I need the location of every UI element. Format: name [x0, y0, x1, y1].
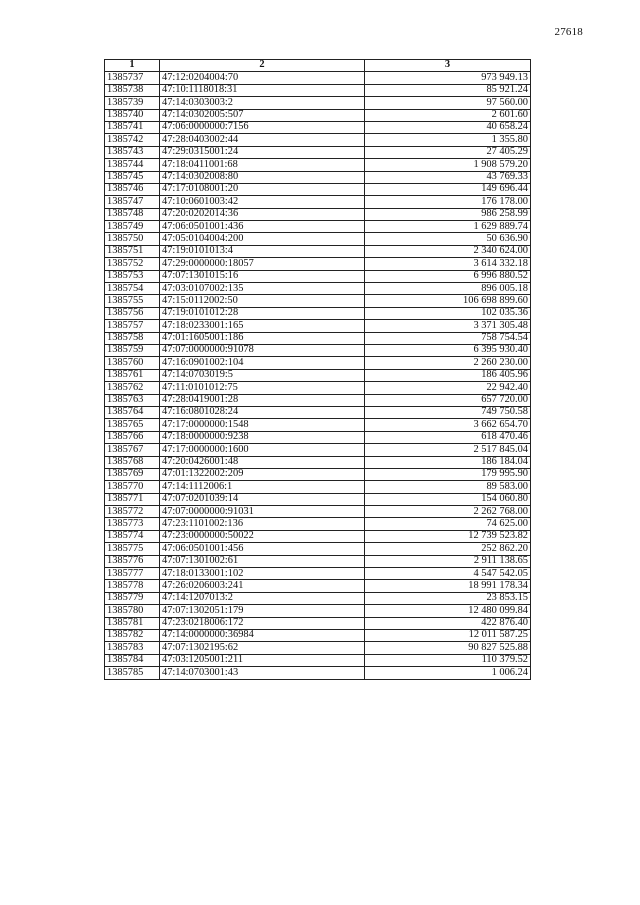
cadastral-number-cell: 47:14:0302005:507: [160, 109, 365, 121]
row-number-cell: 1385763: [105, 394, 160, 406]
table-row: [105, 283, 531, 295]
cadastral-value-cell: 186 405.96: [365, 369, 531, 381]
cadastral-number-cell: 47:10:1118018:31: [160, 84, 365, 96]
cadastral-number-cell: 47:03:1205001:211: [160, 654, 365, 666]
row-number-cell: 1385782: [105, 629, 160, 641]
table-row: [105, 109, 531, 121]
row-number-cell: 1385767: [105, 444, 160, 456]
cadastral-value-cell: 4 547 542.05: [365, 568, 531, 580]
cadastral-value-cell: 74 625.00: [365, 518, 531, 530]
cadastral-value-cell: 149 696.44: [365, 183, 531, 195]
cadastral-number-cell: 47:14:1112006:1: [160, 481, 365, 493]
table-row: [105, 568, 531, 580]
cadastral-number-cell: 47:16:0901002:104: [160, 357, 365, 369]
table-row: [105, 233, 531, 245]
cadastral-value-cell: 110 379.52: [365, 654, 531, 666]
cadastral-value-cell: 973 949.13: [365, 72, 531, 84]
row-number-cell: 1385749: [105, 221, 160, 233]
table-row: [105, 468, 531, 480]
table-row: [105, 159, 531, 171]
cadastral-number-cell: 47:19:0101013:4: [160, 245, 365, 257]
table-row: [105, 481, 531, 493]
cadastral-value-cell: 2 340 624.00: [365, 245, 531, 257]
cadastral-number-cell: 47:23:1101002:136: [160, 518, 365, 530]
table-row: [105, 221, 531, 233]
cadastral-number-cell: 47:29:0315001:24: [160, 146, 365, 158]
cadastral-number-cell: 47:07:0000000:91031: [160, 506, 365, 518]
row-number-cell: 1385742: [105, 134, 160, 146]
table-row: [105, 667, 531, 679]
cadastral-value-cell: 2 260 230.00: [365, 357, 531, 369]
row-number-cell: 1385744: [105, 159, 160, 171]
cadastral-value-cell: 2 517 845.04: [365, 444, 531, 456]
row-number-cell: 1385753: [105, 270, 160, 282]
row-number-cell: 1385770: [105, 481, 160, 493]
cadastral-number-cell: 47:01:1322002:209: [160, 468, 365, 480]
cadastral-value-cell: 2 911 138.65: [365, 555, 531, 567]
row-number-cell: 1385771: [105, 493, 160, 505]
row-number-cell: 1385755: [105, 295, 160, 307]
table-row: [105, 605, 531, 617]
row-number-cell: 1385778: [105, 580, 160, 592]
cadastral-value-cell: 252 862.20: [365, 543, 531, 555]
table-row: [105, 617, 531, 629]
table-row: [105, 270, 531, 282]
table-row: [105, 357, 531, 369]
table-row: [105, 506, 531, 518]
cadastral-number-cell: 47:29:0000000:18057: [160, 258, 365, 270]
cadastral-number-cell: 47:06:0501001:456: [160, 543, 365, 555]
column-header-2: 2: [160, 60, 365, 72]
cadastral-value-cell: 2 262 768.00: [365, 506, 531, 518]
cadastral-value-cell: 27 405.29: [365, 146, 531, 158]
row-number-cell: 1385776: [105, 555, 160, 567]
cadastral-value-cell: 6 395 930.40: [365, 344, 531, 356]
row-number-cell: 1385773: [105, 518, 160, 530]
cadastral-number-cell: 47:18:0411001:68: [160, 159, 365, 171]
cadastral-number-cell: 47:16:0801028:24: [160, 406, 365, 418]
cadastral-value-cell: 85 921.24: [365, 84, 531, 96]
cadastral-value-cell: 90 827 525.88: [365, 642, 531, 654]
column-header-1: 1: [105, 60, 160, 72]
cadastral-value-cell: 18 991 178.34: [365, 580, 531, 592]
table-row: [105, 431, 531, 443]
row-number-cell: 1385772: [105, 506, 160, 518]
cadastral-value-cell: 1 908 579.20: [365, 159, 531, 171]
row-number-cell: 1385750: [105, 233, 160, 245]
table-row: [105, 134, 531, 146]
row-number-cell: 1385768: [105, 456, 160, 468]
table-row: [105, 654, 531, 666]
row-number-cell: 1385761: [105, 369, 160, 381]
cadastral-number-cell: 47:06:0000000:7156: [160, 121, 365, 133]
cadastral-value-cell: 50 636.90: [365, 233, 531, 245]
table-row: [105, 444, 531, 456]
table-row: [105, 642, 531, 654]
row-number-cell: 1385748: [105, 208, 160, 220]
cadastral-number-cell: 47:28:0403002:44: [160, 134, 365, 146]
page-number: 27618: [554, 26, 583, 38]
table-row: [105, 382, 531, 394]
cadastral-number-cell: 47:23:0218006:172: [160, 617, 365, 629]
table-row: [105, 493, 531, 505]
cadastral-number-cell: 47:20:0202014:36: [160, 208, 365, 220]
cadastral-value-cell: 1 355.80: [365, 134, 531, 146]
table-row: [105, 530, 531, 542]
cadastral-value-cell: 106 698 899.60: [365, 295, 531, 307]
cadastral-number-cell: 47:15:0112002:50: [160, 295, 365, 307]
table-row: [105, 419, 531, 431]
cadastral-number-cell: 47:17:0000000:1600: [160, 444, 365, 456]
cadastral-number-cell: 47:07:1302195:62: [160, 642, 365, 654]
table-row: [105, 183, 531, 195]
table-header-row: [105, 60, 531, 72]
row-number-cell: 1385766: [105, 431, 160, 443]
table-row: [105, 146, 531, 158]
cadastral-number-cell: 47:19:0101012:28: [160, 307, 365, 319]
row-number-cell: 1385765: [105, 419, 160, 431]
cadastral-number-cell: 47:23:0000000:50022: [160, 530, 365, 542]
cadastral-value-cell: 43 769.33: [365, 171, 531, 183]
cadastral-value-cell: 986 258.99: [365, 208, 531, 220]
cadastral-value-cell: 618 470.46: [365, 431, 531, 443]
table-row: [105, 72, 531, 84]
cadastral-value-cell: 896 005.18: [365, 283, 531, 295]
table-row: [105, 580, 531, 592]
cadastral-value-cell: 422 876.40: [365, 617, 531, 629]
table-row: [105, 171, 531, 183]
cadastral-value-cell: 12 739 523.82: [365, 530, 531, 542]
cadastral-value-cell: 12 480 099.84: [365, 605, 531, 617]
cadastral-number-cell: 47:14:0703001:43: [160, 667, 365, 679]
cadastral-number-cell: 47:06:0501001:436: [160, 221, 365, 233]
row-number-cell: 1385781: [105, 617, 160, 629]
row-number-cell: 1385779: [105, 592, 160, 604]
table-body: [105, 72, 531, 679]
row-number-cell: 1385780: [105, 605, 160, 617]
row-number-cell: 1385769: [105, 468, 160, 480]
row-number-cell: 1385740: [105, 109, 160, 121]
cadastral-value-cell: 186 184.04: [365, 456, 531, 468]
cadastral-value-cell: 97 560.00: [365, 97, 531, 109]
table-row: [105, 555, 531, 567]
table-row: [105, 320, 531, 332]
row-number-cell: 1385754: [105, 283, 160, 295]
cadastral-number-cell: 47:18:0133001:102: [160, 568, 365, 580]
row-number-cell: 1385777: [105, 568, 160, 580]
cadastral-value-cell: 3 662 654.70: [365, 419, 531, 431]
cadastral-number-cell: 47:12:0204004:70: [160, 72, 365, 84]
table-row: [105, 394, 531, 406]
cadastral-number-cell: 47:07:1302051:179: [160, 605, 365, 617]
table-header: [105, 60, 531, 72]
row-number-cell: 1385783: [105, 642, 160, 654]
cadastral-value-cell: 179 995.90: [365, 468, 531, 480]
table-row: [105, 592, 531, 604]
cadastral-value-cell: 102 035.36: [365, 307, 531, 319]
cadastral-value-cell: 6 996 880.52: [365, 270, 531, 282]
cadastral-value-cell: 22 942.40: [365, 382, 531, 394]
cadastral-value-table: [104, 59, 531, 680]
cadastral-number-cell: 47:07:1301015:16: [160, 270, 365, 282]
table-row: [105, 518, 531, 530]
cadastral-number-cell: 47:18:0233001:165: [160, 320, 365, 332]
cadastral-number-cell: 47:20:0426001:48: [160, 456, 365, 468]
cadastral-number-cell: 47:01:1605001:186: [160, 332, 365, 344]
cadastral-value-cell: 89 583.00: [365, 481, 531, 493]
cadastral-number-cell: 47:07:0000000:91078: [160, 344, 365, 356]
row-number-cell: 1385751: [105, 245, 160, 257]
row-number-cell: 1385737: [105, 72, 160, 84]
cadastral-value-cell: 1 629 889.74: [365, 221, 531, 233]
row-number-cell: 1385741: [105, 121, 160, 133]
cadastral-value-cell: 23 853.15: [365, 592, 531, 604]
table-row: [105, 629, 531, 641]
cadastral-number-cell: 47:18:0000000:9238: [160, 431, 365, 443]
row-number-cell: 1385745: [105, 171, 160, 183]
table-row: [105, 543, 531, 555]
row-number-cell: 1385752: [105, 258, 160, 270]
cadastral-value-cell: 12 011 587.25: [365, 629, 531, 641]
row-number-cell: 1385762: [105, 382, 160, 394]
row-number-cell: 1385764: [105, 406, 160, 418]
table-row: [105, 295, 531, 307]
cadastral-number-cell: 47:28:0419001:28: [160, 394, 365, 406]
cadastral-number-cell: 47:03:0107002:135: [160, 283, 365, 295]
table-row: [105, 84, 531, 96]
row-number-cell: 1385774: [105, 530, 160, 542]
cadastral-value-cell: 2 601.60: [365, 109, 531, 121]
cadastral-number-cell: 47:17:0000000:1548: [160, 419, 365, 431]
row-number-cell: 1385775: [105, 543, 160, 555]
cadastral-number-cell: 47:14:0703019:5: [160, 369, 365, 381]
table-row: [105, 97, 531, 109]
table-row: [105, 406, 531, 418]
table-row: [105, 369, 531, 381]
row-number-cell: 1385756: [105, 307, 160, 319]
row-number-cell: 1385757: [105, 320, 160, 332]
table-row: [105, 121, 531, 133]
cadastral-value-cell: 1 006.24: [365, 667, 531, 679]
cadastral-number-cell: 47:07:1301002:61: [160, 555, 365, 567]
cadastral-value-cell: 154 060.80: [365, 493, 531, 505]
table-row: [105, 332, 531, 344]
cadastral-value-cell: 749 750.58: [365, 406, 531, 418]
cadastral-number-cell: 47:14:1207013:2: [160, 592, 365, 604]
table-row: [105, 344, 531, 356]
row-number-cell: 1385760: [105, 357, 160, 369]
table-row: [105, 258, 531, 270]
cadastral-number-cell: 47:14:0303003:2: [160, 97, 365, 109]
row-number-cell: 1385784: [105, 654, 160, 666]
row-number-cell: 1385738: [105, 84, 160, 96]
table-row: [105, 245, 531, 257]
row-number-cell: 1385743: [105, 146, 160, 158]
cadastral-number-cell: 47:14:0000000:36984: [160, 629, 365, 641]
table-row: [105, 307, 531, 319]
table-row: [105, 456, 531, 468]
row-number-cell: 1385747: [105, 196, 160, 208]
cadastral-number-cell: 47:11:0101012:75: [160, 382, 365, 394]
row-number-cell: 1385759: [105, 344, 160, 356]
cadastral-value-cell: 3 614 332.18: [365, 258, 531, 270]
cadastral-number-cell: 47:26:0206003:241: [160, 580, 365, 592]
row-number-cell: 1385758: [105, 332, 160, 344]
cadastral-number-cell: 47:07:0201039:14: [160, 493, 365, 505]
cadastral-value-cell: 657 720.00: [365, 394, 531, 406]
cadastral-number-cell: 47:17:0108001:20: [160, 183, 365, 195]
table-row: [105, 196, 531, 208]
cadastral-value-cell: 3 371 305.48: [365, 320, 531, 332]
row-number-cell: 1385746: [105, 183, 160, 195]
cadastral-number-cell: 47:10:0601003:42: [160, 196, 365, 208]
cadastral-value-cell: 758 754.54: [365, 332, 531, 344]
cadastral-value-cell: 176 178.00: [365, 196, 531, 208]
cadastral-number-cell: 47:05:0104004:200: [160, 233, 365, 245]
cadastral-number-cell: 47:14:0302008:80: [160, 171, 365, 183]
cadastral-value-cell: 40 658.24: [365, 121, 531, 133]
table-row: [105, 208, 531, 220]
row-number-cell: 1385739: [105, 97, 160, 109]
row-number-cell: 1385785: [105, 667, 160, 679]
column-header-3: 3: [365, 60, 531, 72]
